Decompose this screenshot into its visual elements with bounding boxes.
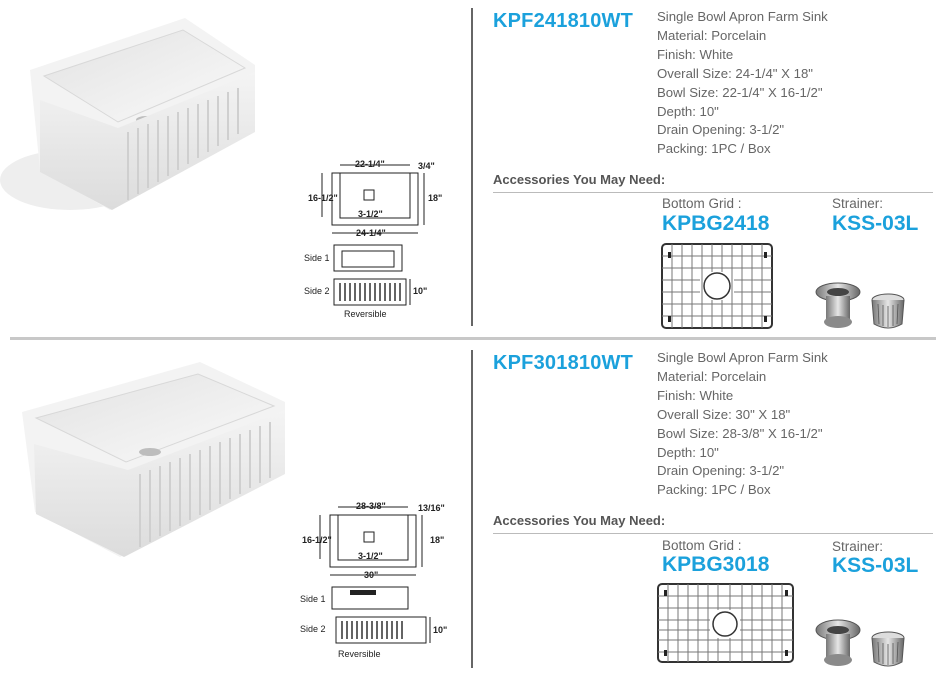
dim-right-height: 18" <box>428 193 443 203</box>
dim-top-width: 28-3/8" <box>356 501 386 511</box>
strainer-image <box>812 278 912 334</box>
sink-photo <box>0 352 300 562</box>
dimension-diagram <box>300 155 460 325</box>
product-separator <box>10 337 936 340</box>
spec-item: Bowl Size: 28-3/8" X 16-1/2" <box>657 425 823 441</box>
dim-left-height: 16-1/2" <box>308 193 338 203</box>
spec-item: Bowl Size: 22-1/4" X 16-1/2" <box>657 84 823 100</box>
dim-right-height: 18" <box>430 535 445 545</box>
dim-left-height: 16-1/2" <box>302 535 332 545</box>
spec-item: Packing: 1PC / Box <box>657 482 771 498</box>
dim-depth: 10" <box>413 286 428 296</box>
bottom-grid-image <box>656 582 796 666</box>
bottom-grid-code: KPBG3018 <box>662 553 770 576</box>
column-divider <box>471 350 473 668</box>
spec-item: Depth: 10" <box>657 444 719 460</box>
strainer-image <box>812 614 912 672</box>
spec-item: Single Bowl Apron Farm Sink <box>657 9 828 24</box>
spec-item: Packing: 1PC / Box <box>657 141 771 157</box>
spec-item: Overall Size: 30" X 18" <box>657 406 791 422</box>
side-1-label: Side 1 <box>304 253 330 263</box>
spec-item: Depth: 10" <box>657 103 719 119</box>
accessories-divider <box>493 533 933 534</box>
accessories-divider <box>493 192 933 193</box>
strainer-label: Strainer: <box>832 539 884 554</box>
dimension-diagram <box>298 497 463 667</box>
spec-item: Overall Size: 24-1/4" X 18" <box>657 65 813 81</box>
dim-bottom-width: 30" <box>364 570 379 580</box>
dim-depth: 10" <box>433 625 448 635</box>
spec-item: Single Bowl Apron Farm Sink <box>657 350 828 365</box>
spec-item: Drain Opening: 3-1/2" <box>657 463 785 479</box>
sink-photo <box>0 10 270 215</box>
side-2-label: Side 2 <box>304 286 330 296</box>
bottom-grid-label: Bottom Grid : <box>662 196 742 211</box>
dim-drain: 3-1/2" <box>358 209 383 219</box>
spec-list <box>657 8 828 159</box>
dim-drain: 3-1/2" <box>358 551 383 561</box>
spec-item: Material: Porcelain <box>657 27 767 43</box>
dim-top-right: 3/4" <box>418 161 435 171</box>
bottom-grid-image <box>660 242 775 332</box>
side-2-label: Side 2 <box>300 624 326 634</box>
strainer-code: KSS-03L <box>832 212 919 235</box>
spec-item: Drain Opening: 3-1/2" <box>657 122 785 138</box>
reversible-label: Reversible <box>338 649 381 659</box>
model-number: KPF301810WT <box>493 352 634 374</box>
dim-bottom-width: 24-1/4" <box>356 228 386 238</box>
accessories-title: Accessories You May Need: <box>493 513 666 528</box>
spec-item: Finish: White <box>657 387 734 403</box>
dim-top-right: 13/16" <box>418 503 445 513</box>
spec-item: Material: Porcelain <box>657 368 767 384</box>
spec-item: Finish: White <box>657 46 734 62</box>
accessories-title: Accessories You May Need: <box>493 172 666 187</box>
strainer-code: KSS-03L <box>832 554 919 577</box>
bottom-grid-label: Bottom Grid : <box>662 538 742 553</box>
reversible-label: Reversible <box>344 309 387 319</box>
spec-list <box>657 349 828 500</box>
product-card-2 <box>0 342 946 675</box>
bottom-grid-code: KPBG2418 <box>662 212 770 235</box>
side-1-label: Side 1 <box>300 594 326 604</box>
dim-top-width: 22-1/4" <box>355 159 385 169</box>
column-divider <box>471 8 473 326</box>
model-number: KPF241810WT <box>493 10 634 32</box>
strainer-label: Strainer: <box>832 196 884 211</box>
